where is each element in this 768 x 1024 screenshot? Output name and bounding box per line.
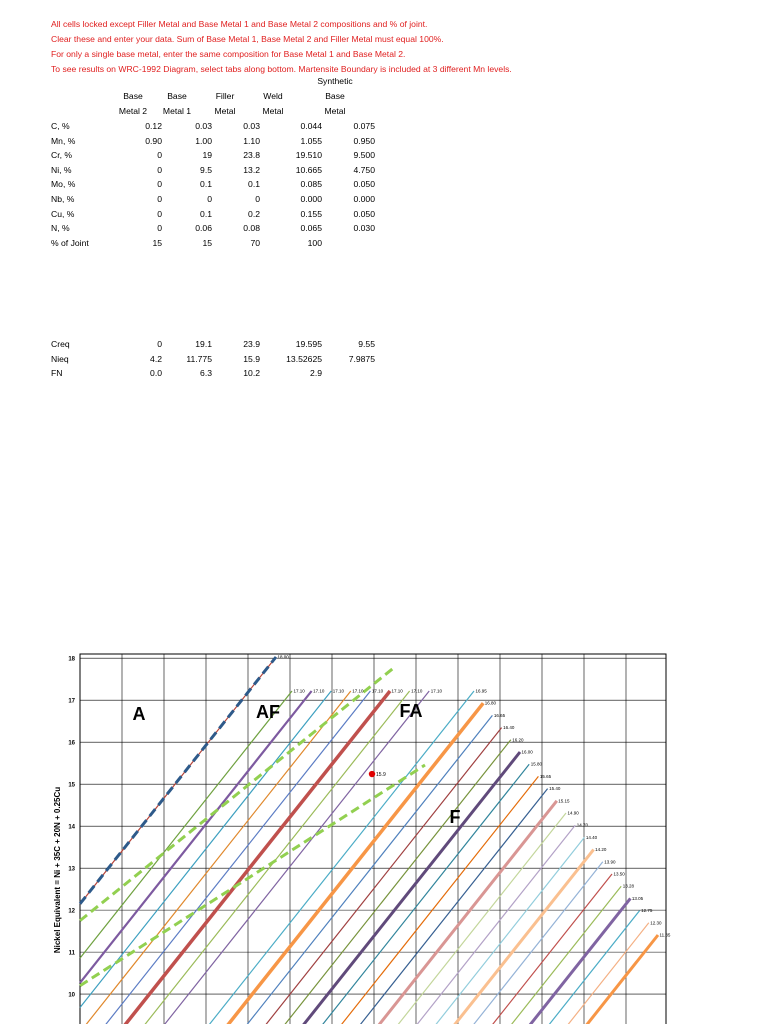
iso-ferrite-end-label: 13.05: [631, 895, 644, 901]
column-header: Metal: [262, 106, 284, 116]
table-cell: 13.2: [243, 164, 260, 175]
iso-ferrite-end-label: 17.10: [411, 688, 423, 694]
table-cell: 0.000: [353, 194, 375, 204]
y-tick-label: 14: [68, 824, 75, 831]
table-cell: 0.065: [300, 223, 322, 234]
iso-ferrite-end-label: 15.15: [558, 798, 570, 804]
y-tick-label: 10: [68, 992, 75, 999]
iso-ferrite-end-label: 17.10: [313, 688, 325, 694]
iso-ferrite-end-label: 14.90: [567, 810, 579, 816]
iso-ferrite-end-label: 15.40: [549, 786, 561, 792]
end-labels: [278, 655, 671, 938]
row-label: Nieq: [51, 353, 69, 364]
iso-ferrite-line: [80, 688, 351, 1024]
table-cell: 9.55: [358, 339, 375, 349]
table-cell: 0.90: [145, 135, 162, 146]
table-cell: 0.1: [248, 179, 260, 190]
column-header: Filler: [215, 91, 235, 101]
column-header: Base: [167, 91, 187, 101]
table-cell: 10.2: [243, 368, 260, 379]
table-cell: 0: [255, 194, 260, 204]
iso-ferrite-end-label: 15.80: [530, 761, 542, 767]
table-cell: 9.500: [353, 150, 375, 161]
row-label: Nb, %: [51, 194, 75, 204]
table-cell: 23.9: [243, 339, 260, 349]
region-label-af: AF: [256, 702, 280, 722]
table-cell: 0: [157, 194, 162, 204]
column-header: Synthetic: [317, 76, 353, 86]
table-cell: 15.9: [243, 353, 260, 364]
iso-ferrite-end-label: 17.10: [352, 688, 364, 694]
row-label: Creq: [51, 339, 70, 349]
iso-ferrite-end-label: 14.20: [595, 847, 607, 853]
table-cell: 0.050: [353, 208, 375, 219]
iso-ferrite-end-label: 17.10: [371, 688, 384, 694]
iso-ferrite-end-label: 17.10: [391, 688, 403, 694]
column-header: Metal 1: [162, 106, 192, 116]
row-label: C, %: [51, 121, 70, 131]
table-cell: 1.10: [243, 135, 260, 146]
row-label: % of Joint: [51, 237, 89, 248]
table-cell: 0.1: [200, 208, 212, 219]
row-label: Cr, %: [51, 150, 73, 161]
y-tick-label: 12: [68, 908, 75, 915]
iso-ferrite-line: [372, 801, 557, 1024]
table-cell: 70: [250, 237, 260, 248]
iso-ferrite-end-label: 12.75: [641, 908, 653, 914]
table-cell: 100: [307, 237, 322, 248]
table-cell: 0: [157, 164, 162, 175]
table-cell: 0: [157, 223, 162, 234]
table-cell: 0.050: [353, 179, 375, 190]
table-cell: 0.030: [353, 223, 375, 234]
table-cell: 0: [207, 194, 212, 204]
iso-ferrite-end-label: 15.65: [539, 773, 552, 779]
table-cell: 6.3: [200, 368, 212, 379]
instructions: [51, 17, 512, 77]
iso-ferrite-line: [447, 850, 593, 1024]
table-cell: 4.2: [150, 353, 162, 364]
row-label: FN: [51, 368, 63, 379]
iso-ferrite-end-label: 11.85: [659, 932, 671, 938]
y-axis-label: Nickel Equivalent = Ni + 35C + 20N + 0.25Cu: [53, 786, 62, 954]
table-cell: 0.03: [243, 121, 260, 131]
table-cell: 0: [157, 150, 162, 161]
region-label-a: A: [132, 704, 146, 724]
table-cell: 0.08: [243, 223, 260, 234]
column-header: Base: [325, 91, 345, 101]
table-cell: 10.665: [295, 164, 322, 175]
wrc-1992-diagram: [0, 640, 768, 1024]
iso-ferrite-end-label: 16.80: [484, 700, 496, 706]
table-cell: 0.1: [200, 179, 212, 190]
iso-ferrite-end-label: 14.40: [585, 834, 598, 840]
row-label: N, %: [51, 223, 70, 234]
table-cell: 7.9875: [348, 353, 375, 364]
iso-ferrite-line: [157, 688, 429, 1024]
table-cell: 19: [202, 150, 212, 161]
iso-ferrite-end-label: 16.20: [512, 737, 524, 743]
y-tick-label: 11: [68, 950, 75, 957]
iso-ferrite-end-label: 14.70: [576, 822, 588, 828]
table-cell: 9.5: [200, 164, 212, 175]
iso-ferrite-end-label: 17.10: [430, 688, 442, 694]
table-cell: 1.055: [300, 135, 322, 146]
y-tick-label: 13: [68, 866, 75, 873]
table-cell: 0.0: [150, 368, 162, 379]
table-cell: 0.03: [195, 121, 212, 131]
table-cell: 0: [157, 208, 162, 219]
table-cell: 19.510: [295, 150, 322, 161]
table-cell: 0.12: [145, 121, 162, 131]
y-tick-label: 16: [68, 740, 75, 747]
table-cell: 1.00: [195, 135, 212, 146]
row-label: Mn, %: [51, 135, 76, 146]
martensite-boundary-low-mn: [80, 765, 425, 986]
iso-ferrite-end-label: 13.50: [613, 871, 625, 877]
instruction-line: For only a single base metal, enter the same composition for Base Metal 1 and Base Metal 2.: [51, 49, 406, 59]
table-cell: 0.2: [248, 208, 260, 219]
table-cell: 0.085: [300, 179, 322, 190]
iso-ferrite-end-label: 16.00: [521, 749, 533, 755]
iso-ferrite-end-label: 16.40: [503, 725, 515, 731]
table-cell: 15: [152, 237, 162, 248]
region-label-f: F: [449, 807, 461, 827]
column-header: Metal 2: [118, 106, 148, 116]
iso-ferrite-end-label: 18.00: [277, 654, 289, 660]
table-cell: 2.9: [310, 368, 322, 379]
table-cell: 0.044: [300, 121, 322, 131]
iso-ferrite-end-label: 13.28: [622, 883, 634, 889]
table-cell: 0: [157, 179, 162, 190]
iso-ferrite-line: [221, 703, 484, 1024]
table-cell: 15: [202, 237, 212, 248]
column-header: Base: [123, 91, 143, 101]
iso-ferrite-end-label: 12.30: [650, 920, 662, 926]
iso-ferrite-end-label: 17.10: [332, 688, 344, 694]
column-header: Metal: [214, 106, 236, 116]
a-af-boundary: [80, 657, 276, 904]
row-label: Ni, %: [51, 164, 72, 175]
iso-ferrite-line: [466, 862, 603, 1024]
instruction-line: Clear these and enter your data. Sum of Base Metal 1, Base Metal 2 and Filler Metal must equal 100%.: [51, 34, 444, 44]
y-tick-label: 15: [68, 782, 75, 789]
weld-point-label: 15.9: [376, 772, 386, 779]
column-header: Metal: [324, 106, 346, 116]
table-cell: 19.1: [195, 339, 212, 349]
y-tick-label: 18: [68, 656, 75, 663]
row-label: Cu, %: [51, 208, 75, 219]
iso-ferrite-end-label: 17.10: [293, 688, 305, 694]
row-label: Mo, %: [51, 179, 76, 190]
table-cell: 13.52625: [286, 353, 322, 364]
table-cell: 11.775: [186, 353, 212, 364]
table-cell: 0.06: [195, 223, 212, 234]
iso-ferrite-line: [202, 688, 474, 1024]
region-label-fa: FA: [399, 701, 423, 721]
iso-ferrite-end-label: 16.95: [475, 688, 487, 694]
table-cell: 0.155: [300, 208, 322, 219]
iso-ferrite-line: [561, 923, 649, 1024]
table-cell: 0.950: [353, 135, 375, 146]
y-tick-label: 17: [68, 698, 75, 705]
iso-ferrite-lines: [80, 654, 658, 1024]
table-cell: 23.8: [243, 150, 260, 161]
instruction-line: All cells locked except Filler Metal and Base Metal 1 and Base Metal 2 compositions and % of joint.: [51, 19, 428, 29]
table-cell: 0.000: [300, 194, 322, 204]
table-cell: 19.595: [295, 339, 322, 349]
table-cell: 0.075: [353, 121, 375, 131]
y-axis-ticks: [68, 657, 75, 999]
column-header: Weld: [263, 91, 283, 101]
instruction-line: To see results on WRC-1992 Diagram, select tabs along bottom. Martensite Boundary is included at 3 different Mn levels.: [51, 64, 512, 74]
weld-metal-point: [369, 771, 375, 777]
iso-ferrite-end-label: 13.90: [604, 859, 616, 865]
iso-ferrite-line: [80, 691, 292, 958]
iso-ferrite-end-label: 16.65: [493, 712, 506, 718]
table-cell: 0: [157, 339, 162, 349]
iso-ferrite-line: [98, 688, 370, 1024]
table-cell: 4.750: [353, 164, 375, 175]
